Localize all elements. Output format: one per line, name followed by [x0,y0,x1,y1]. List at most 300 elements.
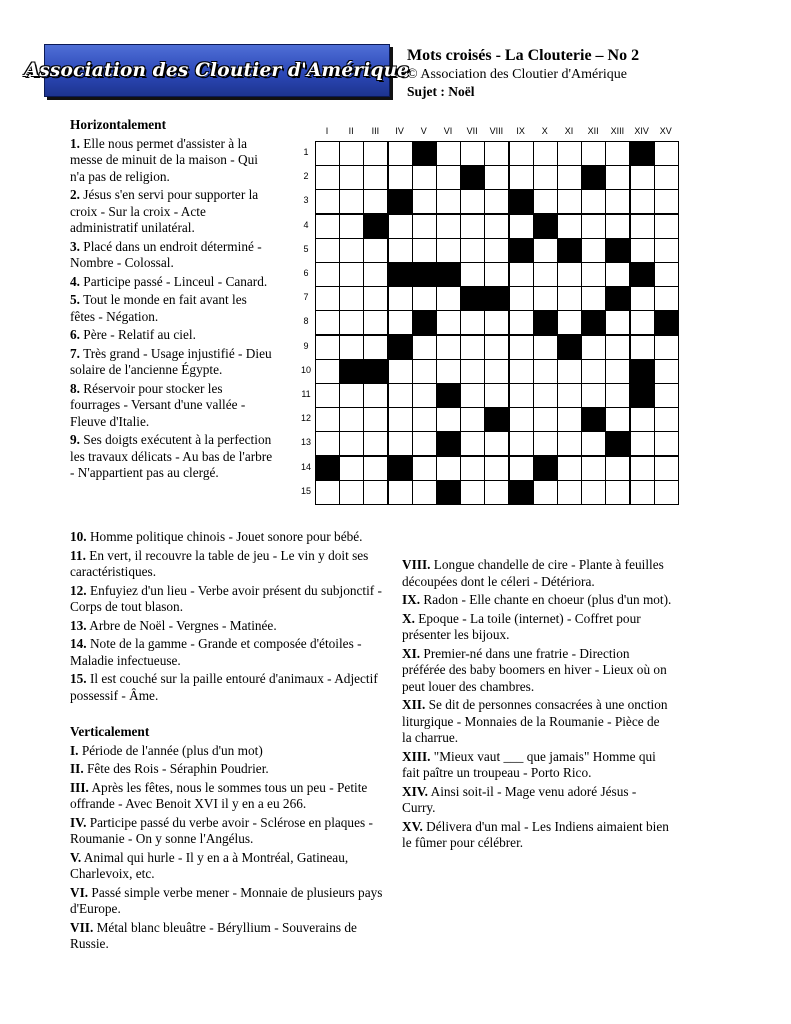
row-label: 1 [303,147,309,157]
grid-cell[interactable] [557,407,582,432]
document-header [407,46,639,100]
grid-cell[interactable] [654,335,679,360]
grid-cell[interactable] [581,286,606,311]
grid-cell[interactable] [436,165,461,190]
horizontal-clue [70,187,275,237]
grid-cell[interactable] [581,431,606,456]
grid-cell[interactable] [460,407,485,432]
grid-cell[interactable] [605,238,630,263]
grid-cell[interactable] [460,238,485,263]
grid-cell[interactable] [630,480,655,505]
horizontal-clue-text: Jésus s'en servi pour supporter la croix - Sur la croix - Acte administratif unilatéral. [70,187,259,235]
grid-cell[interactable] [484,359,509,384]
grid-cell[interactable] [412,286,437,311]
grid-cell[interactable] [557,238,582,263]
grid-cell[interactable] [339,286,364,311]
grid-cell[interactable] [460,456,485,481]
grid-cell[interactable] [605,456,630,481]
horizontal-clue [70,618,400,635]
grid-cell[interactable] [339,310,364,335]
grid-cell[interactable] [315,286,340,311]
grid-cell[interactable] [581,335,606,360]
grid-cell[interactable] [533,359,558,384]
grid-cell[interactable] [315,335,340,360]
grid-cell[interactable] [557,456,582,481]
grid-cell[interactable] [630,262,655,287]
grid-cell[interactable] [484,286,509,311]
grid-cell[interactable] [581,214,606,239]
horizontal-clue-text: Il est couché sur la paille entouré d'animaux - Adjectif possessif - Âme. [70,671,378,703]
grid-cell[interactable] [315,165,340,190]
grid-cell[interactable] [412,335,437,360]
grid-cell[interactable] [581,141,606,166]
grid-cell[interactable] [460,214,485,239]
vertical-clue [70,885,390,918]
grid-cell[interactable] [436,456,461,481]
subject-line: Sujet : Noël [407,84,475,99]
grid-cell[interactable] [557,431,582,456]
column-label: XIV [634,126,649,136]
grid-cell[interactable] [605,431,630,456]
grid-cell[interactable] [605,286,630,311]
vertical-clue-number: VIII. [402,557,431,572]
grid-cell[interactable] [533,165,558,190]
grid-cell[interactable] [460,335,485,360]
grid-cell[interactable] [484,262,509,287]
grid-cell[interactable] [630,456,655,481]
grid-cell[interactable] [388,359,413,384]
grid-cell[interactable] [412,431,437,456]
grid-cell[interactable] [630,359,655,384]
grid-cell[interactable] [557,310,582,335]
grid-cell[interactable] [509,286,534,311]
grid-cell[interactable] [533,262,558,287]
grid-cell[interactable] [436,286,461,311]
grid-cell[interactable] [533,310,558,335]
grid-cell[interactable] [388,165,413,190]
horizontal-clues-top [70,117,275,484]
vertical-clue-number: IV. [70,814,87,830]
grid-cell[interactable] [484,431,509,456]
grid-cell[interactable] [581,262,606,287]
grid-cell[interactable] [654,141,679,166]
grid-cell[interactable] [363,335,388,360]
grid-cell[interactable] [339,214,364,239]
grid-cell[interactable] [315,189,340,214]
grid-cell[interactable] [605,189,630,214]
grid-cell[interactable] [436,335,461,360]
grid-cell[interactable] [533,141,558,166]
vertical-clue [70,850,390,883]
grid-cell[interactable] [509,431,534,456]
vertical-clue-text: Premier-né dans une fratrie - Direction préférée des baby boomers en hiver - Lieux où on peut louer des chambres. [402,645,667,694]
grid-cell[interactable] [436,480,461,505]
vertical-clue [402,697,672,747]
horizontal-clue [70,346,275,379]
vertical-clue-text: Ainsi soit-il - Mage venu adoré Jésus - Curry. [402,783,637,815]
vertical-clue-text: Fête des Rois - Séraphin Poudrier. [83,761,269,776]
horizontal-clue-number: 10. [70,529,87,544]
grid-cell[interactable] [581,407,606,432]
grid-cell[interactable] [412,359,437,384]
grid-cell[interactable] [412,456,437,481]
grid-cell[interactable] [509,456,534,481]
vertical-clue [402,557,672,590]
grid-cell[interactable] [460,141,485,166]
grid-cell[interactable] [363,141,388,166]
vertical-clue-number: IX. [402,592,421,607]
grid-cell[interactable] [460,286,485,311]
grid-cell[interactable] [460,165,485,190]
grid-cell[interactable] [412,383,437,408]
grid-cell[interactable] [484,141,509,166]
row-label: 5 [303,243,309,254]
grid-cell[interactable] [412,407,437,432]
grid-cell[interactable] [436,310,461,335]
grid-cell[interactable] [557,262,582,287]
grid-cell[interactable] [605,335,630,360]
grid-cell[interactable] [581,359,606,384]
grid-cell[interactable] [630,383,655,408]
grid-cell[interactable] [388,335,413,360]
vertical-clue [402,592,672,609]
grid-cell[interactable] [388,480,413,505]
grid-cell[interactable] [533,456,558,481]
vertical-clue [70,780,390,813]
grid-cell[interactable] [484,189,509,214]
logo-text: Association des Cloutier d'Amérique [24,60,410,81]
grid-cell[interactable] [315,310,340,335]
grid-cell[interactable] [363,238,388,263]
grid-cell[interactable] [533,335,558,360]
grid-cell[interactable] [654,359,679,384]
vertical-clue-number: X. [402,610,415,626]
grid-cell[interactable] [509,214,534,239]
column-label: VIII [489,126,504,136]
grid-cell[interactable] [436,189,461,214]
grid-cell[interactable] [436,262,461,287]
grid-cell[interactable] [630,286,655,311]
grid-cell[interactable] [412,214,437,239]
grid-cell[interactable] [363,480,388,505]
grid-cell[interactable] [436,359,461,384]
grid-cell[interactable] [581,456,606,481]
grid-cell[interactable] [557,141,582,166]
grid-cell[interactable] [581,310,606,335]
grid-cell[interactable] [339,480,364,505]
grid-cell[interactable] [460,189,485,214]
grid-cell[interactable] [557,214,582,239]
grid-cell[interactable] [533,189,558,214]
grid-cell[interactable] [388,407,413,432]
vertical-clue-text: Radon - Elle chante en choeur (plus d'un mot). [420,592,672,607]
grid-cell[interactable] [388,383,413,408]
grid-cell[interactable] [339,335,364,360]
grid-cell[interactable] [605,359,630,384]
grid-cell[interactable] [315,480,340,505]
grid-cell[interactable] [388,238,413,263]
grid-cell[interactable] [533,286,558,311]
horizontal-clue-number: 5. [70,292,80,307]
vertical-clue-number: II. [70,761,84,776]
column-label: VI [443,126,453,136]
grid-cell[interactable] [315,141,340,166]
grid-cell[interactable] [509,383,534,408]
row-label: 14 [300,461,311,472]
grid-cell[interactable] [339,456,364,481]
grid-cell[interactable] [533,480,558,505]
grid-cell[interactable] [581,480,606,505]
vertical-clue-number: XI. [402,645,421,661]
vertical-clue-text: Délivera d'un mal - Les Indiens aimaient bien le fûmer pour célébrer. [402,818,669,850]
grid-cell[interactable] [533,238,558,263]
grid-cell[interactable] [654,431,679,456]
grid-cell[interactable] [388,214,413,239]
grid-cell[interactable] [484,407,509,432]
grid-cell[interactable] [533,214,558,239]
grid-cell[interactable] [509,335,534,360]
horizontal-clue-number: 7. [70,345,80,361]
row-label: 7 [303,292,309,303]
grid-cell[interactable] [412,141,437,166]
grid-cell[interactable] [654,383,679,408]
grid-cell[interactable] [605,480,630,505]
grid-cell[interactable] [388,141,413,166]
grid-cell[interactable] [654,286,679,311]
grid-cell[interactable] [533,431,558,456]
grid-cell[interactable] [557,165,582,190]
grid-cell[interactable] [339,189,364,214]
grid-cell[interactable] [363,359,388,384]
grid-cell[interactable] [363,383,388,408]
horizontal-clue [70,583,400,616]
grid-cell[interactable] [388,310,413,335]
horizontal-clue [70,529,400,546]
horizontal-clue-number: 8. [70,380,80,396]
grid-cell[interactable] [605,407,630,432]
grid-cell[interactable] [630,310,655,335]
grid-cell[interactable] [436,141,461,166]
grid-cell[interactable] [557,286,582,311]
vertical-clue-number: VI. [70,884,89,900]
grid-cell[interactable] [605,310,630,335]
grid-cell[interactable] [484,238,509,263]
vertical-clue-text: Métal blanc bleuâtre - Béryllium - Souverains de Russie. [70,919,357,951]
horizontal-clue-text: Enfuyiez d'un lieu - Verbe avoir présent du subjonctif - Corps de tout blason. [70,582,382,614]
grid-cell[interactable] [412,480,437,505]
vertical-clue-number: XIII. [402,748,431,764]
grid-cell[interactable] [630,189,655,214]
grid-cell[interactable] [339,407,364,432]
grid-cell[interactable] [363,189,388,214]
horizontal-clue-text: Participe passé - Linceul - Canard. [79,273,268,289]
grid-cell[interactable] [533,407,558,432]
grid-cell[interactable] [363,262,388,287]
grid-cell[interactable] [363,310,388,335]
vertical-clues-left [70,724,390,955]
grid-cell[interactable] [388,286,413,311]
grid-cell[interactable] [557,383,582,408]
column-label: IX [516,126,525,136]
grid-cell[interactable] [557,359,582,384]
grid-cell[interactable] [509,189,534,214]
grid-cell[interactable] [436,431,461,456]
grid-cell[interactable] [388,262,413,287]
row-label: 15 [300,485,311,496]
grid-cell[interactable] [460,480,485,505]
grid-cell[interactable] [339,238,364,263]
grid-cell[interactable] [630,141,655,166]
grid-cell[interactable] [605,141,630,166]
grid-cell[interactable] [363,407,388,432]
horizontal-clue-number: 12. [70,582,87,598]
grid-cell[interactable] [460,310,485,335]
grid-cell[interactable] [654,310,679,335]
grid-cell[interactable] [339,165,364,190]
horizontal-clue-number: 2. [70,187,80,202]
grid-cell[interactable] [509,359,534,384]
grid-cell[interactable] [388,431,413,456]
grid-cell[interactable] [630,165,655,190]
grid-cell[interactable] [339,431,364,456]
grid-cell[interactable] [654,407,679,432]
horizontal-clue [70,239,275,272]
grid-cell[interactable] [630,335,655,360]
grid-cell[interactable] [436,214,461,239]
grid-cell[interactable] [460,431,485,456]
column-label: IV [395,126,404,136]
grid-cell[interactable] [436,238,461,263]
grid-cell[interactable] [484,165,509,190]
horizontal-heading: Horizontalement [70,117,167,132]
grid-cell[interactable] [363,431,388,456]
grid-cell[interactable] [654,214,679,239]
vertical-clue [70,815,390,848]
grid-cell[interactable] [484,310,509,335]
grid-cell[interactable] [363,286,388,311]
grid-cell[interactable] [436,383,461,408]
copyright-line: © Association des Cloutier d'Amérique [407,67,628,82]
horizontal-clue-text: Père - Relatif au ciel. [79,327,196,342]
grid-cell[interactable] [315,456,340,481]
grid-cell[interactable] [509,165,534,190]
horizontal-clue-text: Elle nous permet d'assister à la messe de minuit de la maison - Qui n'a pas de religion. [70,135,258,184]
grid-cell[interactable] [412,165,437,190]
grid-cell[interactable] [484,383,509,408]
grid-cell[interactable] [557,335,582,360]
grid-cell[interactable] [509,480,534,505]
grid-cell[interactable] [315,262,340,287]
horizontal-clue-number: 4. [70,273,80,289]
grid-cell[interactable] [630,214,655,239]
vertical-clue-number: I. [70,742,79,758]
grid-cell[interactable] [315,359,340,384]
grid-cell[interactable] [605,165,630,190]
column-label: VII [466,126,478,136]
vertical-clue-number: V. [70,849,82,865]
grid-cell[interactable] [412,189,437,214]
grid-cell[interactable] [315,431,340,456]
vertical-clue-text: Se dit de personnes consacrées à une onction liturgique - Monnaies de la Roumanie - Pièce de la charrue. [402,697,668,745]
grid-cell[interactable] [484,480,509,505]
grid-cell[interactable] [460,262,485,287]
vertical-clue [402,611,672,644]
horizontal-clue [70,274,275,291]
column-label: XI [564,126,574,136]
grid-cell[interactable] [581,165,606,190]
row-label: 4 [303,219,309,230]
grid-cell[interactable] [363,214,388,239]
horizontal-clue-number: 15. [70,671,87,686]
horizontal-clue-number: 1. [70,135,80,151]
grid-cell[interactable] [581,238,606,263]
grid-cell[interactable] [533,383,558,408]
grid-cell[interactable] [557,189,582,214]
grid-cell[interactable] [605,383,630,408]
vertical-clue-number: III. [70,779,89,795]
grid-cell[interactable] [339,359,364,384]
grid-cell[interactable] [412,310,437,335]
grid-cell[interactable] [654,189,679,214]
grid-cell[interactable] [460,359,485,384]
crossword-grid [315,141,677,503]
grid-cell[interactable] [509,141,534,166]
horizontal-clue-number: 11. [70,547,86,563]
grid-cell[interactable] [412,262,437,287]
column-label: XV [659,126,672,136]
grid-cell[interactable] [315,214,340,239]
grid-cell[interactable] [630,431,655,456]
grid-cell[interactable] [315,383,340,408]
grid-cell[interactable] [509,407,534,432]
grid-cell[interactable] [654,165,679,190]
grid-cell[interactable] [654,262,679,287]
grid-cell[interactable] [509,262,534,287]
grid-cell[interactable] [630,238,655,263]
grid-cell[interactable] [581,189,606,214]
grid-cell[interactable] [484,214,509,239]
grid-cell[interactable] [339,383,364,408]
grid-cell[interactable] [363,165,388,190]
grid-cell[interactable] [630,407,655,432]
grid-cell[interactable] [363,456,388,481]
grid-cell[interactable] [605,214,630,239]
vertical-clue-text: Participe passé du verbe avoir - Sclérose en plaques - Roumanie - On y sonne l'Angélus. [70,814,373,846]
grid-cell[interactable] [509,310,534,335]
grid-cell[interactable] [388,189,413,214]
grid-cell[interactable] [557,480,582,505]
grid-cell[interactable] [654,456,679,481]
grid-cell[interactable] [388,456,413,481]
grid-cell[interactable] [581,383,606,408]
grid-cell[interactable] [339,141,364,166]
grid-cell[interactable] [654,238,679,263]
grid-cell[interactable] [315,238,340,263]
grid-cell[interactable] [339,262,364,287]
row-label: 11 [301,389,311,399]
grid-cell[interactable] [654,480,679,505]
grid-cell[interactable] [605,262,630,287]
grid-cell[interactable] [509,238,534,263]
grid-cell[interactable] [436,407,461,432]
grid-cell[interactable] [484,456,509,481]
grid-cell[interactable] [460,383,485,408]
grid-cell[interactable] [315,407,340,432]
grid-cell[interactable] [484,335,509,360]
vertical-clue-text: Passé simple verbe mener - Monnaie de plusieurs pays d'Europe. [70,884,383,916]
grid-cell[interactable] [412,238,437,263]
horizontal-clue [70,548,400,581]
